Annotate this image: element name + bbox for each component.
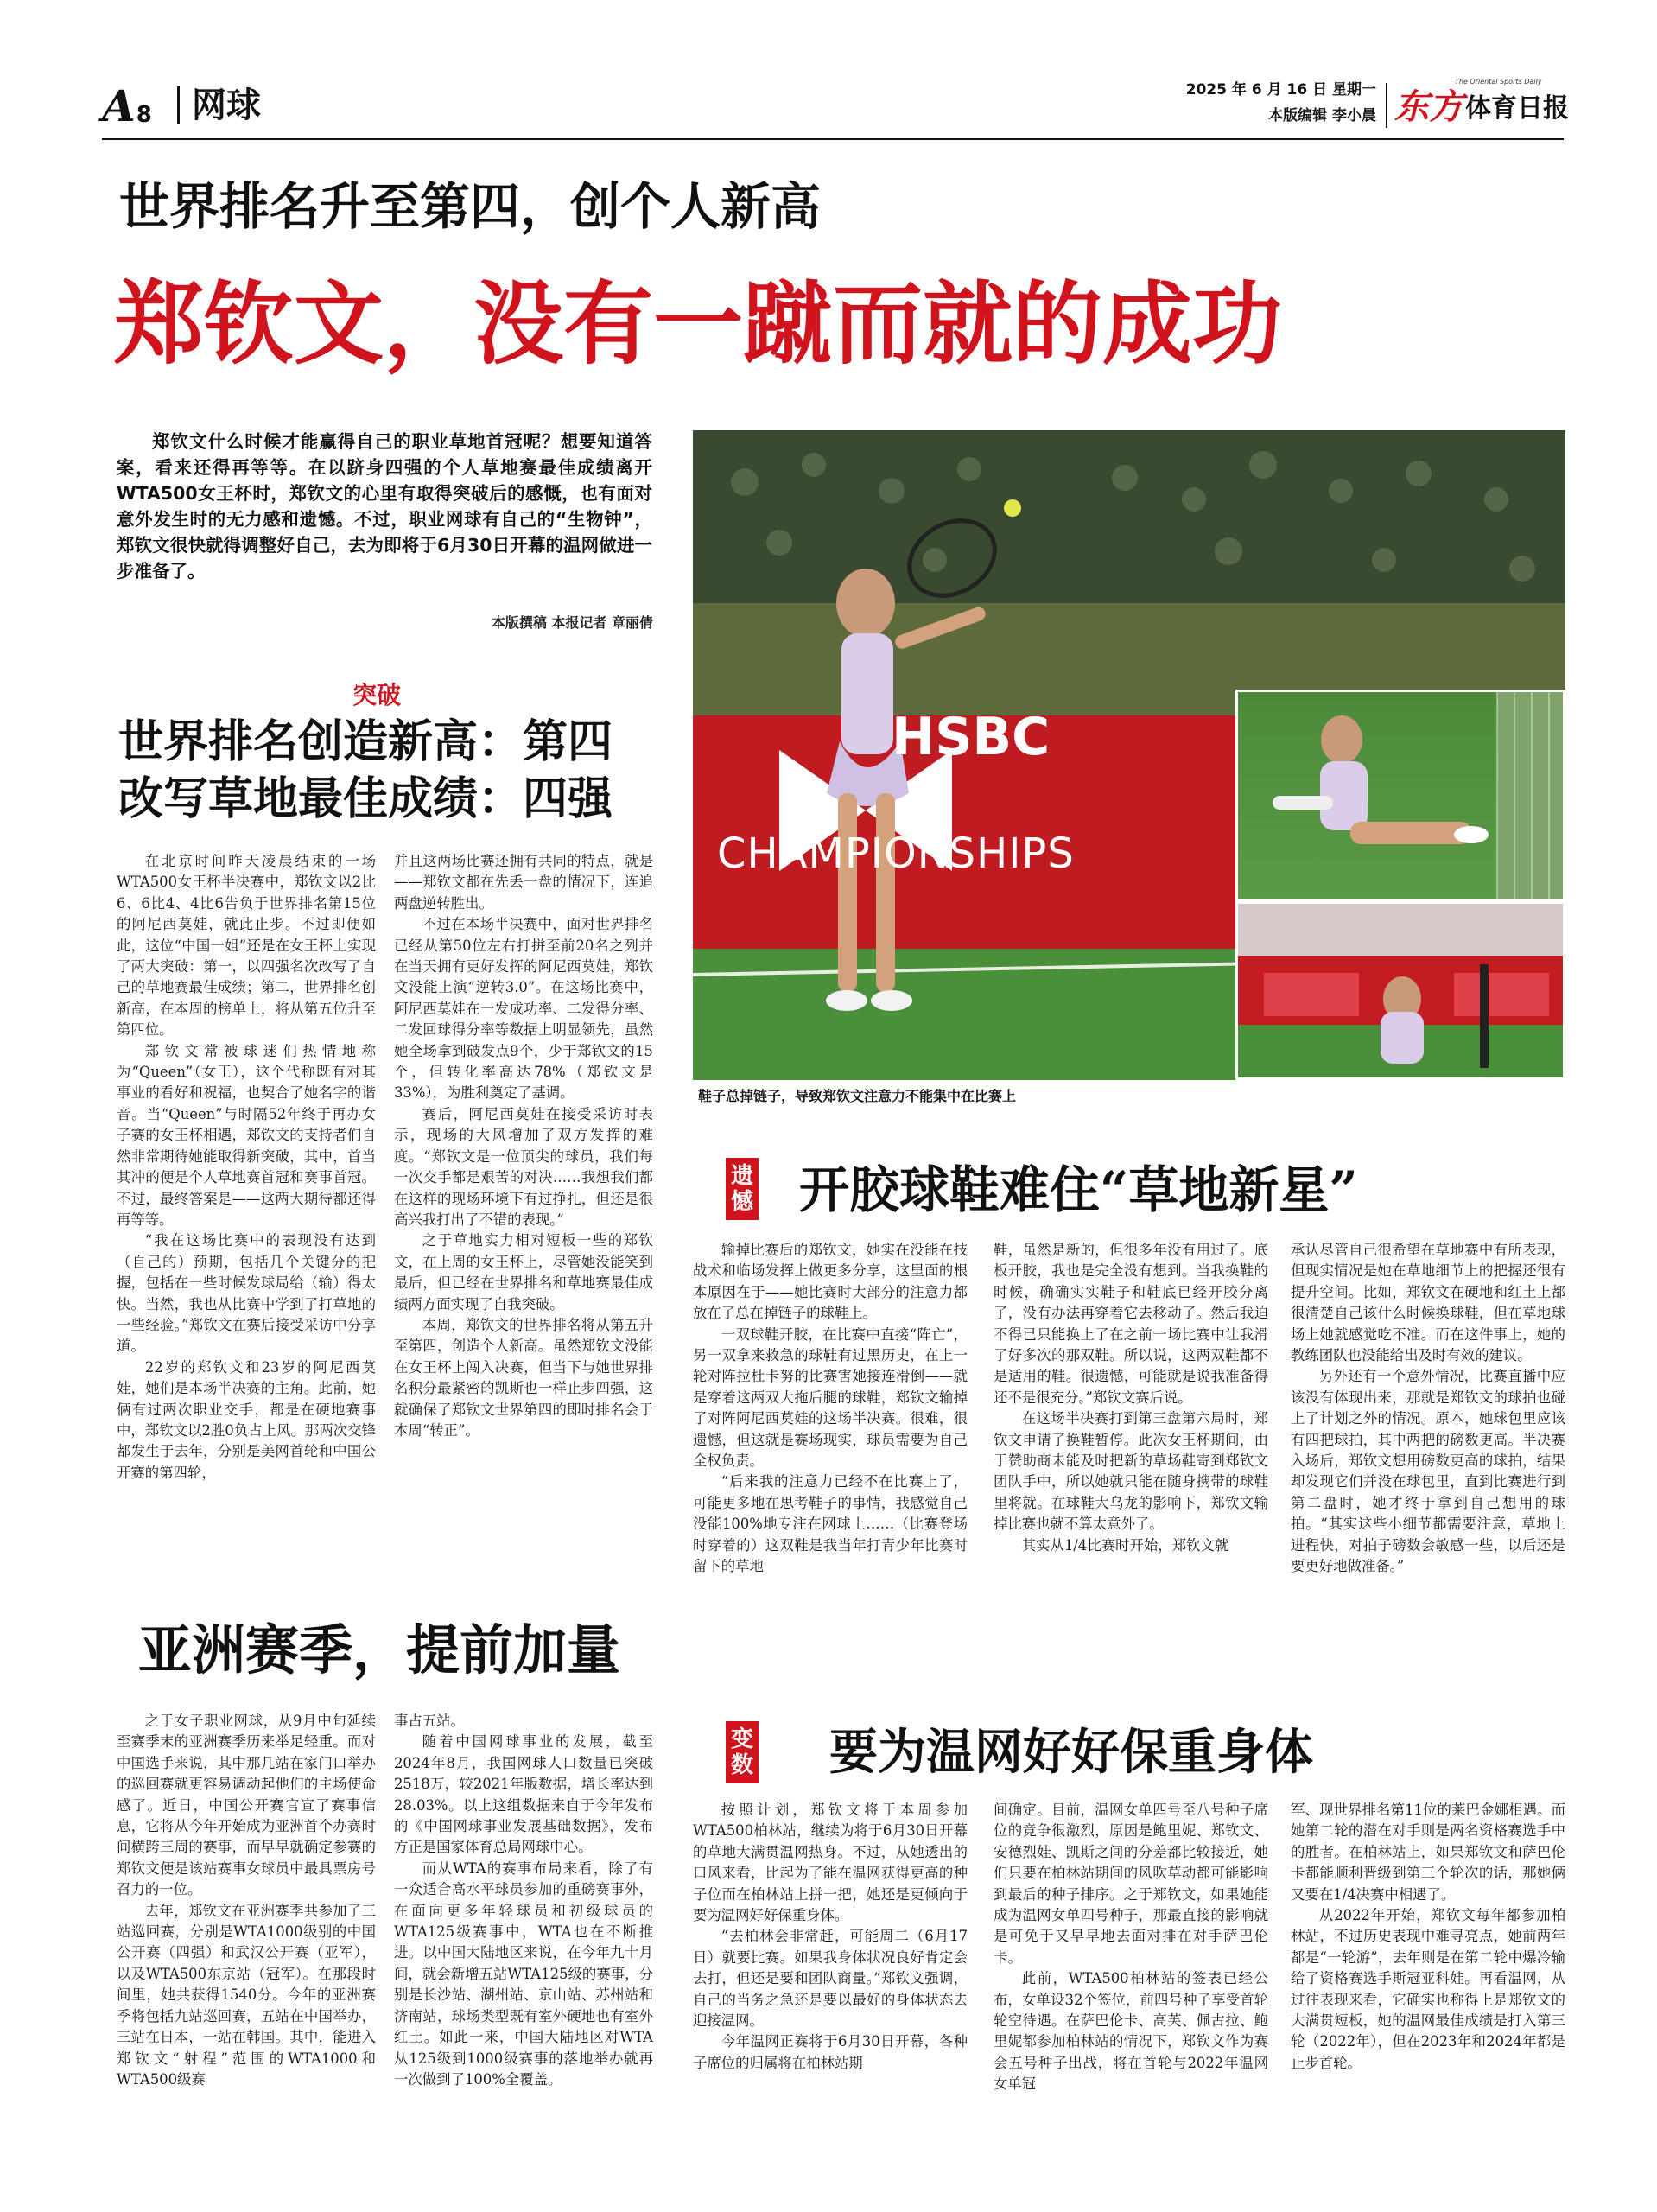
s1-title-line1: 世界排名创造新高：第四 — [118, 715, 613, 768]
s2-column-2 — [994, 1240, 1268, 1655]
s4-c3-p2: 从2022年开始，郑钦文每年都参加柏林站，不过历史表现中难寻亮点，她前两年都是“一轮游”，去年则是在第二轮中爆冷输给了资格赛选手斯冠亚科娃。再看温网，从过往表现来看，它确实也称得上是郑钦文的大满贯短板，她的温网最佳成绩是打入第三轮（2022年），但在2023年和2024年都是止步首轮。 — [1291, 1907, 1565, 2071]
s2-c3-p2: 另外还有一个意外情况，比赛直播中应该没有体现出来，那就是郑钦文的球拍也碰上了计划之外的情况。原本，她球包里应该有四把球拍，其中两把的磅数更高。半决赛入场后，郑钦文想用磅数更高的球拍，结果却发现它们并没在球包里，直到比赛进行到第二盘时，她才终于拿到自己想用的球拍。“其实这些小细节都需要注意，草地上进程快，对拍子磅数会敏感一些，以后还是要更好地做准备。” — [1291, 1368, 1565, 1575]
s4-c2-p1: 间确定。目前，温网女单四号至八号种子席位的竞争很激烈，原因是鲍里妮、郑钦文、安德烈娃、凯斯之间的分差都比较接近，她们只要在柏林站期间的风吹草动都可能影响到最后的种子排序。之于郑钦文，如果她能成为温网女单四号种子，那最直接的影响就是可免于又早早地去面对排在对手萨巴伦卡。 — [994, 1802, 1268, 1966]
s3-title: 亚洲赛季，提前加量 — [138, 1618, 621, 1681]
s1-tag: 突破 — [352, 681, 402, 709]
s1-c2-p5: 本周，郑钦文的世界排名将从第五升至第四，创造个人新高。虽然郑钦文没能在女王杯上闯入决赛，但当下与她世界排名积分最紧密的凯斯也一样止步四强，这就确保了郑钦文世界第四的即时排名会于本周“转正”。 — [394, 1316, 653, 1439]
s2-c2-p1: 鞋，虽然是新的，但很多年没有用过了。底板开胶，我也是完全没有想到。当我换鞋的时候，确确实实鞋子和鞋底已经开胶分离了，没有办法再穿着它去移动了。然后我迫不得已只能换上了在之前一场比赛中让我滑了好多次的那双鞋。所以说，这两双鞋都不是适用的鞋。很遗憾，可能就是说我准备得还不是很充分。”郑钦文赛后说。 — [994, 1242, 1268, 1406]
page-letter: A — [102, 80, 136, 131]
board-hsbc: HSBC — [892, 707, 1051, 767]
s1-c1-p4: 22岁的郑钦文和23岁的阿尼西莫娃，她们是本场半决赛的主角。此前，她俩有过两次职业交手，都是在硬地赛事中，郑钦文以2胜0负占上风。那两次交锋都发生于去年，分别是美网首轮和中国公开赛的第四轮， — [117, 1358, 376, 1481]
section-name: 网球 — [192, 86, 261, 125]
s2-c2-p3: 其实从1/4比赛时开始，郑钦文就 — [1021, 1536, 1229, 1554]
s2-tag-char2: 憾 — [730, 1189, 753, 1215]
s4-column-1 — [693, 1800, 968, 2145]
s4-c2-p2: 此前，WTA500柏林站的签表已经公布，女单设32个签位，前四号种子享受首轮轮空待遇。在萨巴伦卡、高芙、佩古拉、鲍里妮都参加柏林站的情况下，郑钦文作为赛会五号种子出战，将在首轮与2022年温网女单冠 — [994, 1970, 1268, 2093]
s3-c2-p2: 随着中国网球事业的发展，截至2024年8月，我国网球人口数量已突破2518万，较2021年版数据，增长率达到28.03%。以上这组数据来自于今年发布的《中国网球事业发展基础数据》，发布方正是国家体育总局网球中心。 — [394, 1733, 653, 1856]
lead-text: 郑钦文什么时候才能赢得自己的职业草地首冠呢？想要知道答案，看来还得再等等。在以跻身四强的个人草地赛最佳成绩离开WTA500女王杯时，郑钦文的心里有取得突破后的感慨，也有面对意外发生时的无力感和遗憾。不过，职业网球有自己的“生物钟”，郑钦文很快就得调整好自己，去为即将于6月30日开幕的温网做进一步准备了。 — [117, 431, 652, 582]
logo-english: The Oriental Sports Daily — [1455, 78, 1542, 86]
s2-c1-p1: 输掉比赛后的郑钦文，她实在没能在技战术和临场发挥上做更多分享，这里面的根本原因在于——她比赛时大部分的注意力都放在了总在掉链子的球鞋上。 — [693, 1242, 968, 1322]
s3-c2-p1: 事占五站。 — [394, 1713, 465, 1729]
s4-c1-p3: 今年温网正赛将于6月30日开幕，各种子席位的归属将在柏林站期 — [693, 2033, 968, 2071]
headline-kicker: 世界排名升至第四，创个人新高 — [119, 177, 822, 236]
s1-c2-p2: 不过在本场半决赛中，面对世界排名已经从第50位左右打拼至前20名之列并在当天拥有更好发挥的阿尼西莫娃，郑钦文没能上演“逆转3.0”。在这场比赛中，阿尼西莫娃在一发成功率、二发得分率、二发回球得分率等数据上明显领先，虽然她全场拿到破发点9个，少于郑钦文的15个，但转化率高达78%（郑钦文是33%），为胜利奠定了基调。 — [394, 916, 653, 1102]
s1-c1-p1: 在北京时间昨天凌晨结束的一场WTA500女王杯半决赛中，郑钦文以2比6、6比4、4比6告负于世界排名第15位的阿尼西莫娃，就此止步。不过即便如此，这位“中国一姐”还是在女王杯上实现了两大突破：第一，以四强名次改写了自己的草地赛最佳成绩；第二，世界排名创新高，在本周的榜单上，将从第五位升至第四位。 — [117, 853, 376, 1039]
main-photo — [693, 430, 1565, 1080]
s4-c3-p1: 军、现世界排名第11位的莱巴金娜相遇。而她第二轮的潜在对手则是两名资格赛选手中的胜者。在柏林站上，如果郑钦文和萨巴伦卡都能顺利晋级到第三个轮次的话，那她俩又要在1/4决赛中相遇了。 — [1291, 1802, 1565, 1903]
headline-main: 郑钦文，没有一蹴而就的成功 — [114, 271, 1283, 377]
s3-column-2 — [394, 1711, 653, 2160]
s4-title: 要为温网好好保重身体 — [829, 1724, 1313, 1781]
page-number — [102, 79, 152, 131]
inset-sitting-graphics — [1238, 692, 1565, 901]
s4-column-3 — [1291, 1800, 1565, 2145]
s1-c2-p4: 之于草地实力相对短板一些的郑钦文，在上周的女王杯上，尽管她没能笑到最后，但已经在世界排名和草地赛最佳成绩两方面实现了自我突破。 — [394, 1232, 653, 1313]
s3-c1-p1: 之于女子职业网球，从9月中旬延续至赛季末的亚洲赛季历来举足轻重。而对中国选手来说，其中那几站在家门口举办的巡回赛就更容易调动起他们的主场使命感了。近日，中国公开赛官宣了赛事信息，它将从今年开始成为亚洲首个办赛时间横跨三周的赛事，而早早就确定参赛的郑钦文便是该站赛事女球员中最具票房号召力的一位。 — [117, 1713, 376, 1898]
s1-title-line2: 改写草地最佳成绩：四强 — [118, 772, 613, 825]
s4-tag-char2: 数 — [730, 1752, 753, 1778]
s1-c2-p1: 并且这两场比赛还拥有共同的特点，就是——郑钦文都在先丢一盘的情况下，连追两盘逆转胜出。 — [394, 853, 653, 912]
inset-photo-shoes — [1235, 901, 1565, 1080]
masthead-rule — [102, 138, 1564, 140]
photo-caption: 鞋子总掉链子，导致郑钦文注意力不能集中在比赛上 — [698, 1088, 1017, 1104]
s2-column-1 — [693, 1240, 968, 1655]
s3-c2-p3: 而从WTA的赛事布局来看，除了有一众适合高水平球员参加的重磅赛事外，在面向更多年轻球员和初级球员的WTA125级赛事中，WTA也在不断推进。以中国大陆地区来说，在今年九十月间，就会新增五站WTA125级的赛事，分别是长沙站、湖州站、京山站、苏州站和济南站，球场类型既有室外硬地也有室外红土。如此一来，中国大陆地区对WTA从125级到1000级赛事的落地举办就再一次做到了100%全覆盖。 — [394, 1859, 653, 2088]
page-digit: 8 — [136, 102, 152, 128]
s2-title: 开胶球鞋难住“草地新星” — [799, 1160, 1358, 1219]
masthead-divider — [1386, 83, 1387, 128]
s1-c1-p2: 郑钦文常被球迷们热情地称为“Queen”（女王），这个代称既有对其事业的看好和祝福，也契合了她名字的谐音。当“Queen”与时隔52年终于再办女子赛的女王杯相遇，郑钦文的支持者们自然非常期待她能取得新突破，其中，首当其冲的便是个人草地赛首冠和赛事首冠。不过，最终答案是——这两大期待都还得再等等。 — [117, 1042, 376, 1228]
s1-c1-p3: “我在这场比赛中的表现没有达到（自己的）预期，包括几个关键分的把握，包括在一些时候发球局给（输）得太快。当然，我也从比赛中学到了打草地的一些经验。”郑钦文在赛后接受采访中分享道。 — [117, 1232, 376, 1355]
logo-red-text: 东方 — [1394, 86, 1463, 127]
s1-column-1 — [117, 851, 376, 1491]
s3-column-1 — [117, 1711, 376, 2160]
s1-c2-p3: 赛后，阿尼西莫娃在接受采访时表示，现场的大风增加了双方发挥的难度。“郑钦文是一位顶尖的球员，我们每一次交手都是艰苦的对决……我想我们都在这样的现场环境下有过挣扎，但还是很高兴我打出了不错的表现。” — [394, 1105, 653, 1228]
inset-shoes-graphics — [1238, 904, 1565, 1080]
s1-column-2 — [394, 851, 653, 1491]
issue-date: 2025 年 6 月 16 日 星期一 — [1185, 81, 1376, 99]
s2-column-3 — [1291, 1240, 1565, 1655]
byline: 本版撰稿 本报记者 章丽倩 — [491, 614, 653, 631]
s2-c3-p1: 承认尽管自己很希望在草地赛中有所表现，但现实情况是她在草地细节上的把握还很有提升空间。比如，郑钦文在硬地和红土上都很清楚自己该什么时候换球鞋，但在草地球场上她就感觉吃不准。而在这件事上，她的教练团队也没能给出及时有效的建议。 — [1291, 1242, 1565, 1364]
s4-column-2 — [994, 1800, 1268, 2145]
s2-c2-p2: 在这场半决赛打到第三盘第六局时，郑钦文申请了换鞋暂停。此次女王杯期间，由于赞助商未能及时把新的草场鞋寄到郑钦文团队手中，所以她就只能在随身携带的球鞋里将就。在球鞋大乌龙的影响下，郑钦文输掉比赛也就不算太意外了。 — [994, 1410, 1268, 1533]
s3-c1-p2: 去年，郑钦文在亚洲赛季共参加了三站巡回赛，分别是WTA1000级别的中国公开赛（四强）和武汉公开赛（亚军），以及WTA500东京站（冠军）。在那段时间里，她共获得1540分。今年的亚洲赛季将包括九站巡回赛，五站在中国举办，三站在日本，一站在韩国。其中，能进入郑钦文“射程”范围的WTA1000和WTA500级赛 — [117, 1902, 376, 2088]
s2-c1-p2: 一双球鞋开胶，在比赛中直接“阵亡”，另一双拿来救急的球鞋有过黑历史，在上一轮对阵拉杜卡努的比赛害她接连滑倒——就是穿着这两双大拖后腿的球鞋，郑钦文输掉了对阵阿尼西莫娃的这场半决赛。很难，很遗憾，但这就是赛场现实，球员需要为自己全权负责。 — [693, 1325, 968, 1470]
logo-black-text: 体育日报 — [1465, 93, 1569, 124]
inset-photo-sitting — [1235, 690, 1565, 901]
lead-paragraph — [117, 429, 652, 584]
newspaper-logo — [1394, 78, 1569, 133]
s4-c1-p1: 按照计划，郑钦文将于本周参加WTA500柏林站，继续为将于6月30日开幕的草地大满贯温网热身。不过，从她透出的口风来看，比起为了能在温网获得更高的种子位而在柏林站上拼一把，她还是更倾向于要为温网好好保重身体。 — [693, 1802, 968, 1924]
s4-c1-p2: “去柏林会非常赶，可能周二（6月17日）就要比赛。如果我身体状况良好肯定会去打，但还是要和团队商量。”郑钦文强调，自己的当务之急还是要以最好的身体状态去迎接温网。 — [693, 1928, 968, 2030]
s2-c1-p3: “后来我的注意力已经不在比赛上了，可能更多地在思考鞋子的事情，我感觉自己没能100%地专注在网球上……（比赛登场时穿着的）这双鞋是我当年打青少年比赛时留下的草地 — [693, 1473, 968, 1575]
s2-tag — [726, 1158, 759, 1220]
s4-tag-char1: 变 — [730, 1726, 753, 1752]
editor-credit: 本版编辑 李小晨 — [1268, 107, 1376, 124]
s2-tag-char1: 遗 — [730, 1163, 753, 1189]
board-championships: CHAMPIONSHIPS — [717, 830, 1075, 878]
s4-tag — [726, 1721, 759, 1783]
section-divider — [177, 86, 180, 124]
